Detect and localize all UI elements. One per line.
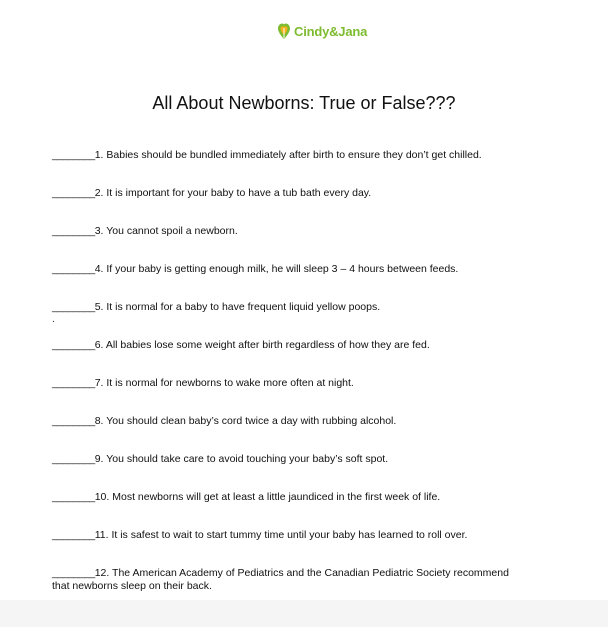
question-item: [52, 149, 512, 187]
answer-blank[interactable]: ________: [52, 339, 95, 351]
question-list: [52, 149, 512, 593]
question-item: [52, 415, 512, 453]
answer-blank[interactable]: ________: [52, 415, 95, 427]
question-text: 3. You cannot spoil a newborn.: [94, 225, 238, 237]
answer-blank[interactable]: ________: [52, 567, 95, 579]
stray-mark: .: [52, 314, 55, 325]
brand-logo: [277, 22, 367, 40]
question-text: 12. The American Academy of Pediatrics and the Canadian Pediatric Society recommend that newborns sleep on their back.: [52, 567, 509, 592]
answer-blank[interactable]: ________: [52, 149, 95, 161]
question-item: [52, 567, 512, 593]
heart-leaf-icon: [277, 22, 291, 40]
question-text: 8. You should clean baby’s cord twice a day with rubbing alcohol.: [94, 415, 397, 427]
answer-blank[interactable]: ________: [52, 263, 95, 275]
answer-blank[interactable]: ________: [52, 529, 95, 541]
question-item: [52, 187, 512, 225]
question-item: [52, 453, 512, 491]
answer-blank[interactable]: ________: [52, 301, 95, 313]
question-item: [52, 263, 512, 301]
question-item: [52, 301, 512, 339]
page-footer-strip: [0, 600, 608, 627]
answer-blank[interactable]: ________: [52, 377, 95, 389]
question-item: [52, 491, 512, 529]
question-text: 4. If your baby is getting enough milk, he will sleep 3 – 4 hours between feeds.: [94, 263, 459, 275]
question-text: 9. You should take care to avoid touching your baby’s soft spot.: [94, 453, 389, 465]
question-text: 11. It is safest to wait to start tummy time until your baby has learned to roll over.: [94, 529, 468, 541]
answer-blank[interactable]: ________: [52, 453, 95, 465]
answer-blank[interactable]: ________: [52, 491, 95, 503]
question-text: 7. It is normal for newborns to wake more often at night.: [94, 377, 354, 389]
question-item: [52, 339, 512, 377]
page-title: All About Newborns: True or False???: [152, 93, 456, 113]
question-item: [52, 529, 512, 567]
question-item: [52, 225, 512, 263]
answer-blank[interactable]: ________: [52, 225, 95, 237]
question-text: 10. Most newborns will get at least a little jaundiced in the first week of life.: [94, 491, 441, 503]
question-text: 1. Babies should be bundled immediately after birth to ensure they don’t get chilled.: [94, 149, 482, 161]
answer-blank[interactable]: ________: [52, 187, 95, 199]
question-text: 5. It is normal for a baby to have frequent liquid yellow poops.: [94, 301, 381, 313]
question-text: 2. It is important for your baby to have a tub bath every day.: [94, 187, 372, 199]
brand-name: Cindy&Jana: [294, 23, 368, 39]
question-item: [52, 377, 512, 415]
question-text: 6. All babies lose some weight after birth regardless of how they are fed.: [94, 339, 430, 351]
